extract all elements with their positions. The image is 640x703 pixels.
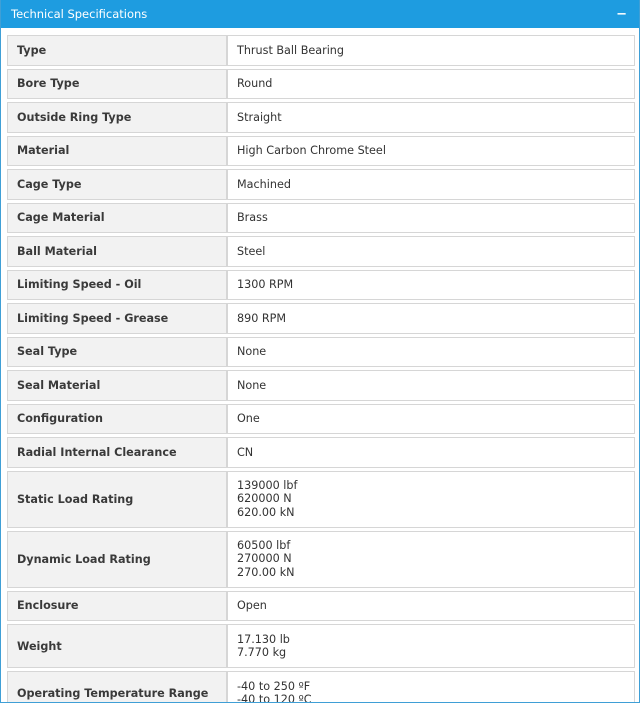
spec-row — [7, 303, 635, 334]
spec-value-line: 17.130 lb — [237, 632, 290, 646]
spec-value — [227, 303, 635, 334]
spec-value-line: Machined — [237, 177, 291, 191]
spec-value-line: Brass — [237, 211, 268, 224]
spec-value — [227, 102, 635, 133]
spec-row — [7, 471, 635, 528]
spec-value-line: Straight — [237, 110, 282, 124]
spec-row — [7, 624, 635, 668]
spec-table — [7, 32, 635, 703]
spec-value — [227, 624, 635, 668]
spec-value-line: One — [237, 412, 260, 425]
spec-value — [227, 471, 635, 528]
spec-row — [7, 236, 635, 267]
spec-value-line: None — [237, 345, 267, 358]
spec-value-line: 139000 lbf — [237, 478, 298, 492]
spec-label: Enclosure — [7, 591, 227, 622]
spec-value-line: None — [237, 378, 267, 392]
spec-row — [7, 102, 635, 133]
spec-value-line: High Carbon Chrome Steel — [237, 144, 386, 157]
spec-label: Static Load Rating — [7, 471, 227, 528]
spec-value-line: CN — [237, 445, 254, 459]
spec-value — [227, 35, 635, 66]
spec-label: Bore Type — [7, 69, 227, 100]
spec-label: Limiting Speed - Grease — [7, 303, 227, 334]
spec-table-body — [7, 35, 635, 703]
spec-label: Material — [7, 136, 227, 167]
spec-row — [7, 531, 635, 588]
spec-row — [7, 203, 635, 234]
spec-value — [227, 370, 635, 401]
spec-value — [227, 236, 635, 267]
spec-row — [7, 404, 635, 435]
spec-value — [227, 203, 635, 234]
spec-value — [227, 531, 635, 588]
spec-value-line: 270.00 kN — [237, 565, 295, 579]
spec-value — [227, 169, 635, 200]
spec-label: Cage Type — [7, 169, 227, 200]
spec-label: Limiting Speed - Oil — [7, 270, 227, 301]
spec-value — [227, 337, 635, 368]
spec-row — [7, 169, 635, 200]
spec-label: Radial Internal Clearance — [7, 437, 227, 468]
spec-value-line: Thrust Ball Bearing — [237, 43, 345, 57]
spec-label: Seal Material — [7, 370, 227, 401]
spec-row — [7, 136, 635, 167]
spec-label: Cage Material — [7, 203, 227, 234]
spec-label: Seal Type — [7, 337, 227, 368]
spec-value-line: Open — [237, 599, 267, 612]
spec-row — [7, 370, 635, 401]
spec-value-line: Steel — [237, 244, 266, 258]
spec-value — [227, 69, 635, 100]
spec-value — [227, 437, 635, 468]
spec-label: Dynamic Load Rating — [7, 531, 227, 588]
spec-row — [7, 437, 635, 468]
spec-row — [7, 671, 635, 703]
panel-header[interactable] — [1, 0, 639, 28]
spec-row — [7, 69, 635, 100]
spec-value — [227, 270, 635, 301]
spec-row — [7, 337, 635, 368]
spec-value-line: 890 RPM — [237, 311, 287, 325]
spec-value-line: 620.00 kN — [237, 505, 295, 519]
spec-value — [227, 136, 635, 167]
panel-title: Technical Specifications — [11, 7, 148, 21]
spec-label: Type — [7, 35, 227, 66]
spec-value-line: Round — [237, 77, 273, 90]
spec-value — [227, 671, 635, 703]
spec-value-line: 7.770 kg — [237, 646, 287, 659]
spec-value-line: -40 to 120 ºC — [237, 693, 312, 703]
spec-label: Operating Temperature Range — [7, 671, 227, 703]
spec-label: Weight — [7, 624, 227, 668]
spec-row — [7, 591, 635, 622]
spec-row — [7, 35, 635, 66]
spec-value-line: 620000 N — [237, 492, 292, 506]
spec-value-line: 270000 N — [237, 552, 292, 566]
spec-value-line: -40 to 250 ºF — [237, 679, 311, 693]
spec-label: Ball Material — [7, 236, 227, 267]
spec-row — [7, 270, 635, 301]
collapse-icon[interactable]: − — [616, 6, 627, 22]
spec-value-line: 60500 lbf — [237, 538, 291, 552]
spec-value — [227, 591, 635, 622]
spec-label: Outside Ring Type — [7, 102, 227, 133]
spec-value-line: 1300 RPM — [237, 278, 294, 291]
spec-value — [227, 404, 635, 435]
spec-label: Configuration — [7, 404, 227, 435]
